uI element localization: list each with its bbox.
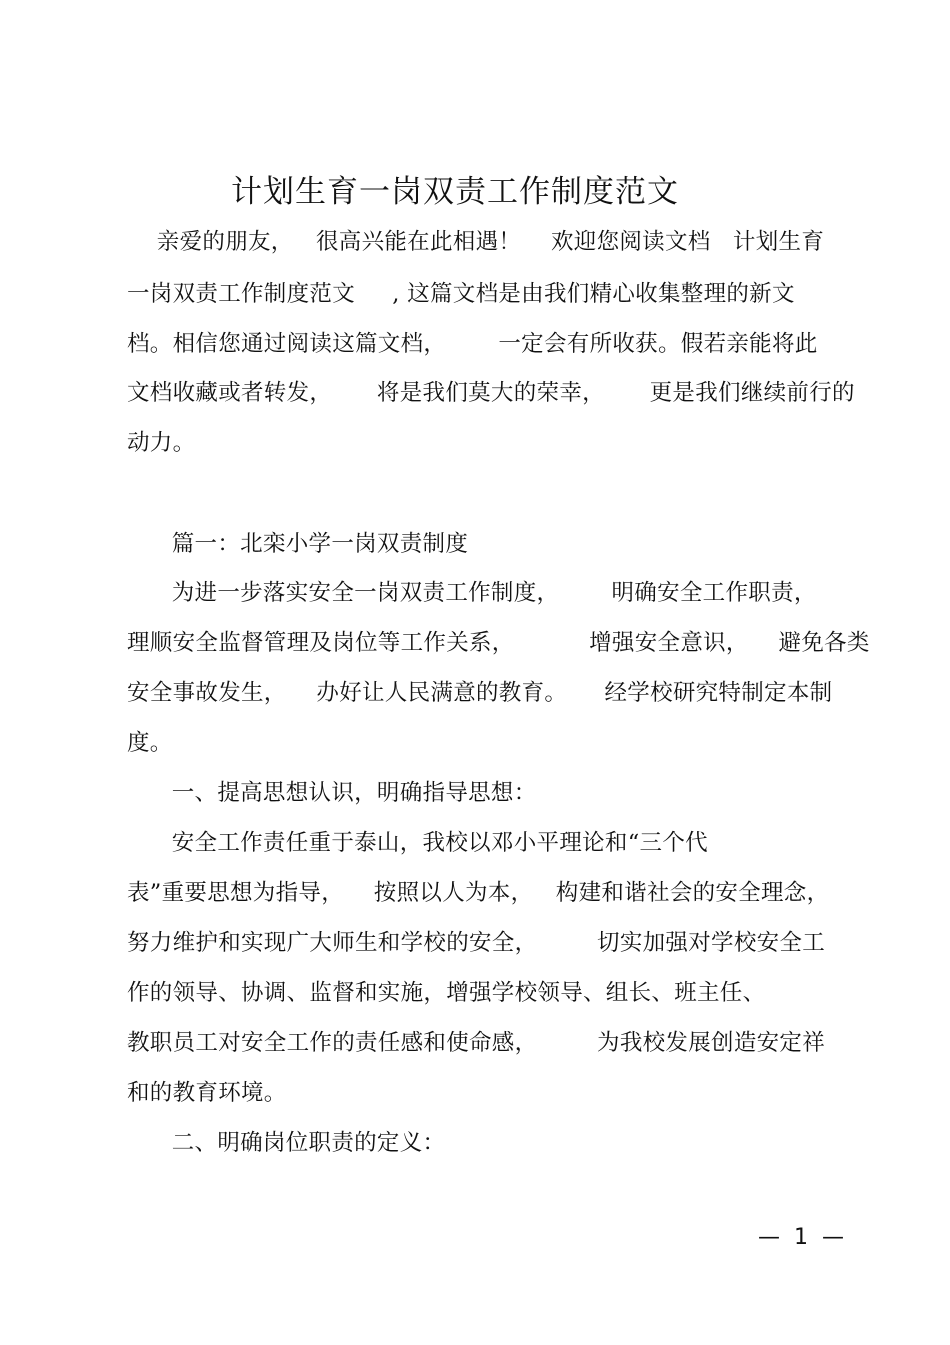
- body-line: 安全事故发生， 办好让人民满意的教育。 经学校研究特制定本制: [127, 680, 833, 706]
- body-line: 和的教育环境。: [127, 1080, 287, 1106]
- body-line: 度。: [127, 730, 173, 756]
- body-line: 安全工作责任重于泰山，我校以邓小平理论和“三个代: [127, 830, 708, 856]
- section-heading: 篇一：北栾小学一岗双责制度: [127, 531, 469, 557]
- body-line: 一、提高思想认识，明确指导思想：: [127, 780, 537, 806]
- page-number: — 1 —: [758, 1225, 844, 1250]
- body-line: 教职员工对安全工作的责任感和使命感， 为我校发展创造安定祥: [127, 1030, 826, 1056]
- intro-line: 文档收藏或者转发， 将是我们莫大的荣幸， 更是我们继续前行的: [127, 380, 855, 406]
- intro-line: 档。相信您通过阅读这篇文档， 一定会有所收获。假若亲能将此: [127, 331, 818, 357]
- body-line: 表”重要思想为指导， 按照以人为本， 构建和谐社会的安全理念，: [127, 880, 830, 906]
- body-line: 作的领导、协调、监督和实施，增强学校领导、组长、班主任、: [127, 980, 766, 1006]
- intro-line: 亲爱的朋友， 很高兴能在此相遇！ 欢迎您阅读文档 计划生育: [127, 229, 825, 255]
- document-title: 计划生育一岗双责工作制度范文: [231, 174, 679, 210]
- intro-line: 动力。: [127, 430, 196, 456]
- intro-line: 一岗双责工作制度范文 , 这篇文档是由我们精心收集整理的新文: [127, 281, 795, 307]
- body-line: 努力维护和实现广大师生和学校的安全， 切实加强对学校安全工: [127, 930, 826, 956]
- body-line: 二、明确岗位职责的定义：: [127, 1130, 446, 1156]
- body-line: 理顺安全监督管理及岗位等工作关系， 增强安全意识， 避免各类: [127, 630, 870, 656]
- body-line: 为进一步落实安全一岗双责工作制度， 明确安全工作职责，: [127, 580, 817, 606]
